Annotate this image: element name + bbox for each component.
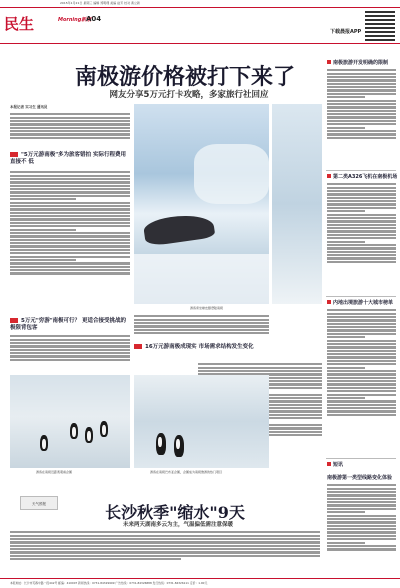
sidebar-title-4: 南极游第一类型线路变化体验 bbox=[327, 475, 393, 481]
bullet-icon bbox=[327, 300, 331, 304]
sidebar-title-5: 短讯 bbox=[327, 461, 343, 468]
subtitle-marker-icon bbox=[10, 152, 18, 157]
header-rule bbox=[0, 43, 400, 44]
article-subtitle-1: "5万元游南极"多为旅客错拍 实际行程费用直接不 低 bbox=[10, 152, 126, 165]
footer-text: 本报地址：长沙市芙蓉中路一段442号 邮编：410007 新闻热线：0731-84329999 广告热线：0731-84326888 发行热线：0731-84326111 定价：1.00元 bbox=[10, 581, 208, 585]
penguin-icon bbox=[70, 423, 78, 439]
qr-caption: 下载晨报APP bbox=[330, 29, 362, 35]
article-subtitle-3: 16万元游南极成现实 市场需求结构发生变化 bbox=[134, 344, 269, 351]
subtitle-marker-icon bbox=[10, 318, 18, 323]
penguin-icon bbox=[174, 435, 184, 457]
section-label: 民生 bbox=[4, 15, 35, 33]
article-subtitle-2: 5万元"穷游"南极可行？ 更适合接受挑战的极限背包客 bbox=[10, 318, 126, 331]
top-rule bbox=[0, 7, 400, 8]
penguin-icon bbox=[85, 427, 93, 443]
sidebar-text-block bbox=[327, 483, 396, 575]
page-footer bbox=[0, 578, 400, 588]
penguin-icon bbox=[100, 421, 108, 437]
photo-pengL-caption: 游客在南极近距离观看企鹅 bbox=[36, 470, 73, 474]
qr-code-icon[interactable] bbox=[365, 11, 395, 41]
article-text-block bbox=[10, 334, 130, 372]
weather-label: 天气预报 bbox=[20, 496, 58, 510]
bottom-headline: 长沙秋季"缩水"9天 bbox=[105, 503, 245, 522]
sidebar-text-block bbox=[327, 308, 396, 456]
penguin-icon bbox=[156, 433, 166, 455]
sidebar-title-1: 南极旅游开发明确的限制 bbox=[327, 59, 388, 66]
bottom-text-block bbox=[10, 530, 320, 575]
main-subhead: 网友分享5万元打卡攻略，多家旅行社回应 bbox=[109, 90, 269, 100]
paper-logo: Morning新报 bbox=[58, 17, 92, 23]
sidebar-title-2: 第二类A326飞机在南极机场 bbox=[327, 173, 397, 180]
article-text-block bbox=[134, 314, 269, 342]
photo-penguins-middle bbox=[134, 375, 269, 468]
bullet-icon bbox=[327, 60, 331, 64]
bullet-icon bbox=[327, 462, 331, 466]
boat-icon bbox=[143, 211, 216, 246]
top-bar bbox=[0, 0, 400, 8]
photo-ice-field bbox=[272, 104, 322, 304]
dateline: 2015年1月21日 星期三 编辑 郑明理 美编 赵芳 校对 黄立新 bbox=[60, 1, 141, 5]
photo-pengM-caption: 游客在南极巴布亚企鹅，企鹅成为南极旅游的热门项目 bbox=[150, 470, 223, 474]
photo-penguins-left bbox=[10, 375, 130, 468]
sidebar-text-block bbox=[327, 68, 396, 168]
main-headline: 南极游价格被打下来了 bbox=[74, 64, 295, 90]
sidebar-title-3: 内地出境旅游十大城市榜单 bbox=[327, 299, 393, 306]
article-text-block bbox=[10, 170, 130, 315]
article-text-block bbox=[10, 112, 130, 150]
subtitle-marker-icon bbox=[134, 344, 142, 349]
penguin-icon bbox=[40, 435, 48, 451]
byline: 本报记者 实习生 通讯员 bbox=[10, 105, 48, 109]
photo-main-caption: 游客乘坐橡皮艇登陆南极 bbox=[190, 306, 224, 310]
bullet-icon bbox=[327, 174, 331, 178]
sidebar-text-block bbox=[327, 182, 396, 294]
page-number: A04 bbox=[86, 15, 102, 23]
photo-boat-ice bbox=[134, 104, 269, 304]
bottom-subhead: 未来两天湖南多云为主，气温偏低需注意保暖 bbox=[122, 522, 233, 528]
